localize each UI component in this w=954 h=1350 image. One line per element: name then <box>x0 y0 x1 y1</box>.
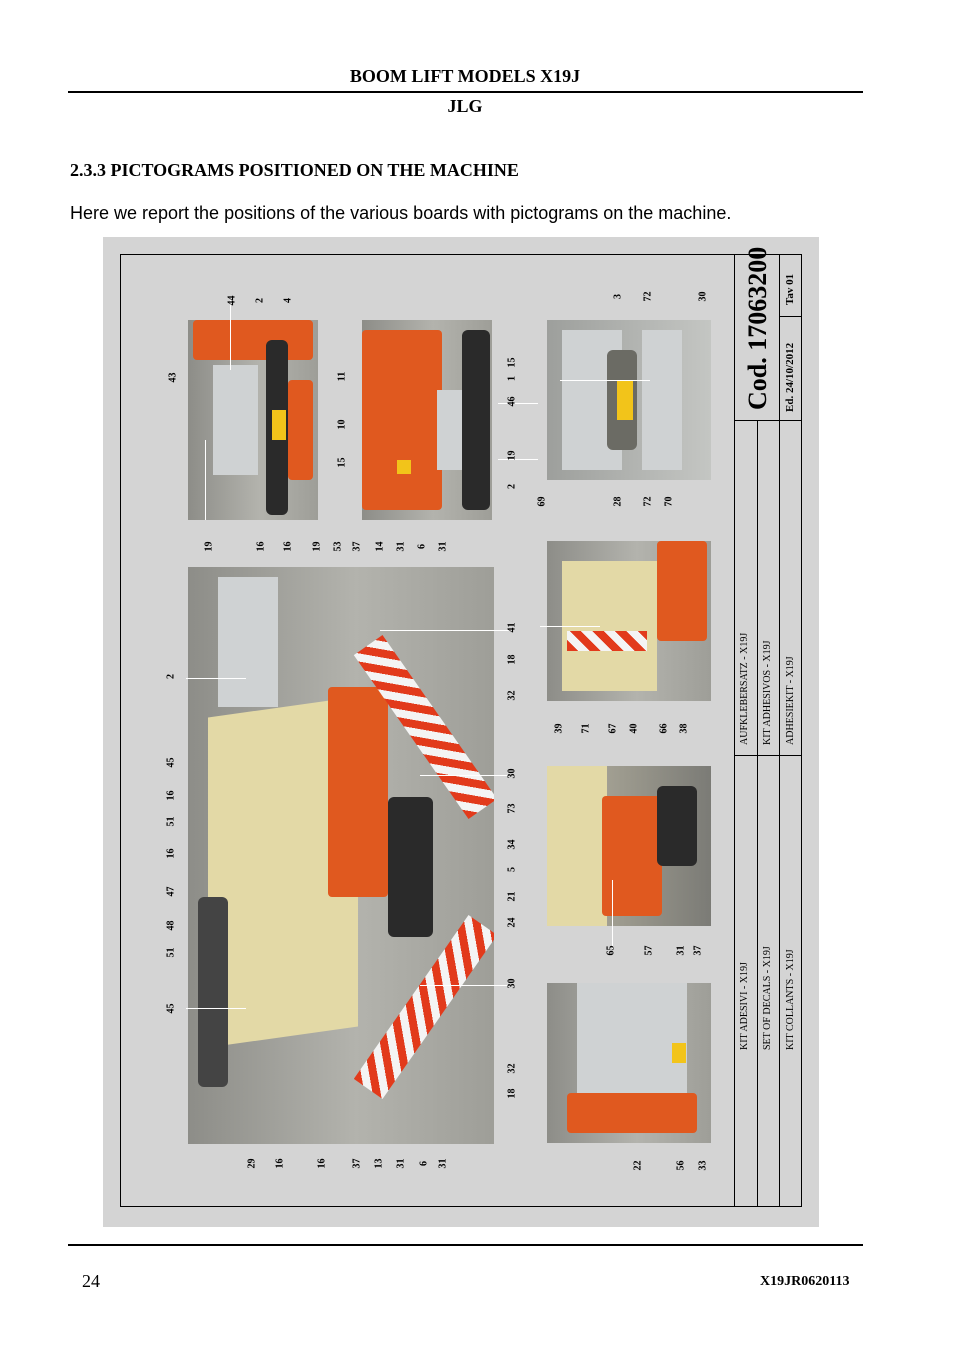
callout-label: 32 <box>506 690 518 701</box>
leader-line <box>560 380 650 381</box>
leader-line <box>420 775 510 776</box>
callout-label: 16 <box>282 541 294 552</box>
leader-line <box>186 1008 246 1009</box>
callout-label: 73 <box>506 803 518 814</box>
callout-label: 24 <box>506 917 518 928</box>
callout-label: 2 <box>165 674 177 679</box>
photo-main-machine <box>188 567 494 1144</box>
photo-rear <box>547 541 711 701</box>
callout-label: 15 <box>336 457 348 468</box>
callout-label: 46 <box>506 396 518 407</box>
callout-label: 16 <box>165 790 177 801</box>
callout-label: 51 <box>165 947 177 958</box>
callout-label: 11 <box>336 371 348 382</box>
page-number: 24 <box>82 1271 100 1291</box>
callout-label: 67 <box>607 723 619 734</box>
photo-basket <box>547 320 711 480</box>
callout-label: 41 <box>506 622 518 633</box>
callout-label: 29 <box>246 1158 258 1169</box>
leader-line <box>420 985 510 986</box>
title-block-divider <box>779 420 780 1207</box>
callout-label: 47 <box>165 886 177 897</box>
callout-label: 10 <box>336 419 348 430</box>
title-block-divider <box>734 755 802 756</box>
brand-name: JLG <box>447 96 483 116</box>
callout-label: 30 <box>697 291 709 302</box>
kit-name: KIT ADHESIVOS - X19J <box>762 640 773 745</box>
kit-name: ADHESIEKIT - X19J <box>785 656 796 745</box>
drawing-table: Tav 01 <box>784 273 796 305</box>
kit-name: KIT ADESIVI - X19J <box>739 962 750 1050</box>
callout-label: 31 <box>395 1158 407 1169</box>
leader-line <box>498 459 538 460</box>
callout-label: 16 <box>165 848 177 859</box>
kit-name: AUFKLEBERSATZ - X19J <box>739 632 750 745</box>
callout-label: 56 <box>675 1160 687 1171</box>
leader-line <box>205 440 206 520</box>
callout-label: 40 <box>628 723 640 734</box>
callout-label: 37 <box>351 1158 363 1169</box>
drawing-edition: Ed. 24/10/2012 <box>784 342 796 412</box>
document-title: BOOM LIFT MODELS X19J <box>349 66 581 86</box>
callout-label: 31 <box>395 541 407 552</box>
callout-label: 31 <box>675 945 687 956</box>
callout-label: 28 <box>612 496 624 507</box>
callout-label: 21 <box>506 891 518 902</box>
header-rule <box>68 91 863 93</box>
callout-label: 69 <box>536 496 548 507</box>
callout-label: 19 <box>311 541 323 552</box>
callout-label: 14 <box>374 541 386 552</box>
callout-label: 39 <box>553 723 565 734</box>
callout-label: 72 <box>642 291 654 302</box>
callout-label: 16 <box>274 1158 286 1169</box>
drawing-code: Cod. 17063200 <box>743 246 772 410</box>
title-block-divider <box>757 420 758 1207</box>
callout-label: 19 <box>506 450 518 461</box>
document-code: X19JR0620113 <box>760 1274 850 1289</box>
callout-label: 45 <box>165 1003 177 1014</box>
callout-label: 18 <box>506 1088 518 1099</box>
photo-control-box <box>362 320 492 520</box>
callout-label: 22 <box>632 1160 644 1171</box>
leader-line <box>540 626 600 627</box>
callout-label: 30 <box>506 978 518 989</box>
kit-name: KIT COLLANTS - X19J <box>785 949 796 1050</box>
callout-label: 6 <box>416 544 428 549</box>
photo-basket-detail <box>547 983 711 1143</box>
callout-label: 16 <box>255 541 267 552</box>
leader-line <box>186 678 246 679</box>
callout-label: 44 <box>226 295 238 306</box>
callout-label: 18 <box>506 654 518 665</box>
callout-label: 2 <box>254 298 266 303</box>
callout-label: 51 <box>165 816 177 827</box>
callout-label: 1 <box>506 376 518 381</box>
callout-label: 15 <box>506 357 518 368</box>
title-block-divider <box>734 420 802 421</box>
footer-rule <box>68 1244 863 1246</box>
callout-label: 70 <box>663 496 675 507</box>
callout-label: 65 <box>605 945 617 956</box>
callout-label: 32 <box>506 1063 518 1074</box>
callout-label: 57 <box>643 945 655 956</box>
callout-label: 2 <box>506 484 518 489</box>
callout-label: 37 <box>351 541 363 552</box>
callout-label: 30 <box>506 768 518 779</box>
leader-line <box>498 403 538 404</box>
callout-label: 4 <box>282 298 294 303</box>
callout-label: 16 <box>316 1158 328 1169</box>
callout-label: 45 <box>165 757 177 768</box>
callout-label: 5 <box>506 867 518 872</box>
section-intro: Here we report the positions of the various boards with pictograms on the machine. <box>70 203 732 223</box>
callout-label: 31 <box>437 541 449 552</box>
callout-label: 66 <box>658 723 670 734</box>
callout-label: 53 <box>332 541 344 552</box>
callout-label: 19 <box>203 541 215 552</box>
photo-engine-side <box>188 320 318 520</box>
callout-label: 71 <box>580 723 592 734</box>
callout-label: 31 <box>437 1158 449 1169</box>
callout-label: 43 <box>167 372 179 383</box>
callout-label: 33 <box>697 1160 709 1171</box>
photo-engine <box>547 766 711 926</box>
kit-name: SET OF DECALS - X19J <box>762 946 773 1050</box>
callout-label: 3 <box>612 294 624 299</box>
callout-label: 6 <box>418 1161 430 1166</box>
callout-label: 34 <box>506 839 518 850</box>
callout-label: 72 <box>642 496 654 507</box>
callout-label: 13 <box>373 1158 385 1169</box>
leader-line <box>380 630 510 631</box>
callout-label: 38 <box>678 723 690 734</box>
section-heading: 2.3.3 PICTOGRAMS POSITIONED ON THE MACHINE <box>70 160 519 180</box>
callout-label: 48 <box>165 920 177 931</box>
callout-label: 37 <box>692 945 704 956</box>
